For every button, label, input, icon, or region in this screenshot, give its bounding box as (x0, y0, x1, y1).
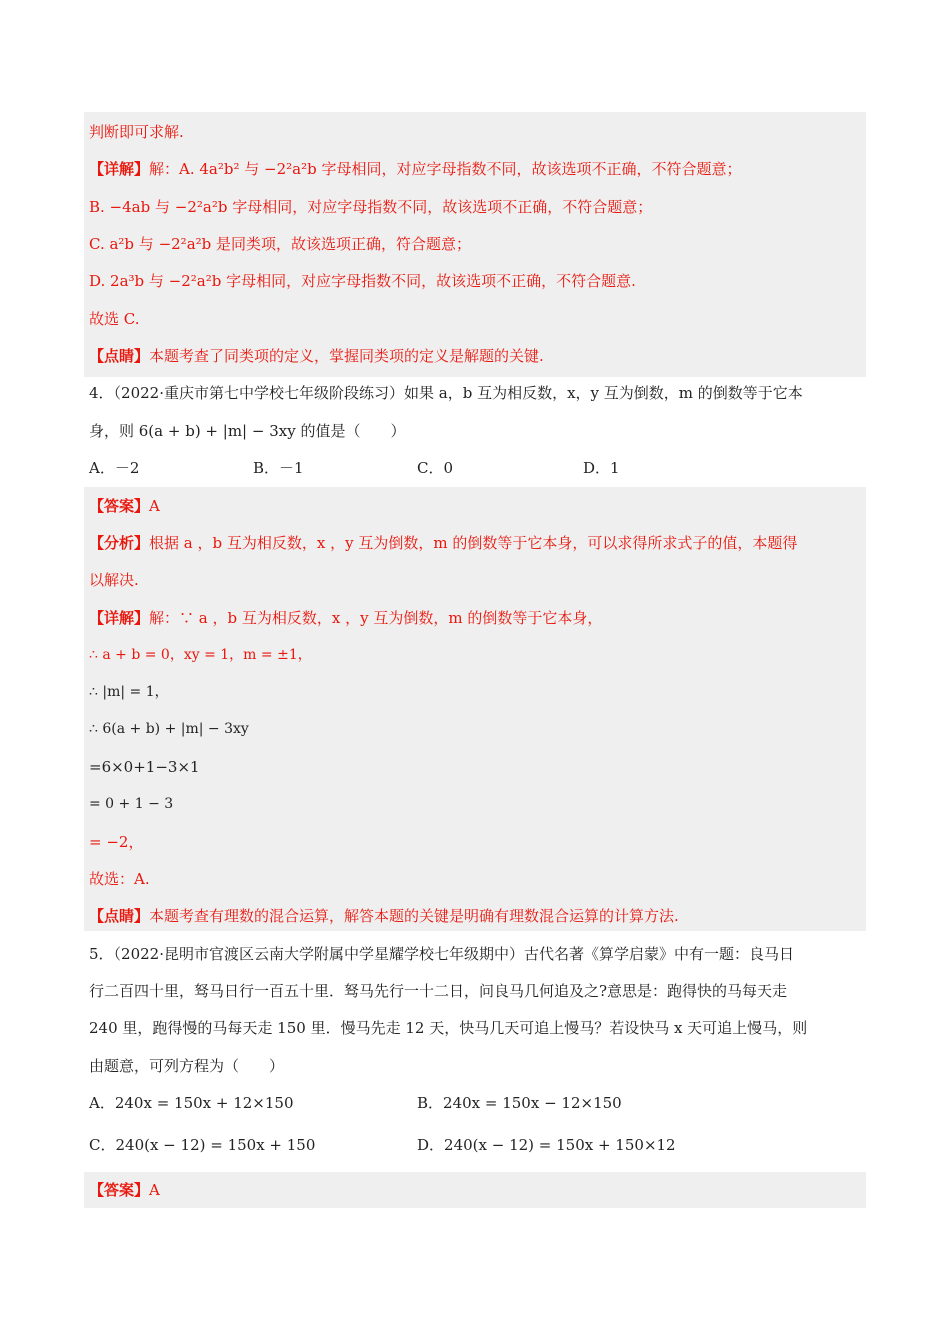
q5-answer: 【答案】A (89, 1181, 160, 1199)
q5-stem-line3: 240 里，跑得慢的马每天走 150 里．慢马先走 12 天，快马几天可追上慢马？若设快马 x 天可追上慢马，则 (89, 1019, 808, 1037)
q5-stem-line2: 行二百四十里，驽马日行一百五十里．驽马先行一十二日，问良马几何追及之?意思是：跑得快的马每天走 (89, 982, 788, 1000)
q4-step2: ∴ |m| = 1， (89, 684, 169, 700)
q5-option-c: C．240(x − 12) = 150x + 150 (89, 1136, 316, 1154)
q5-option-d: D．240(x − 12) = 150x + 150×12 (417, 1136, 676, 1154)
q3-detail-line3: C. a²b 与 −2²a²b 是同类项，故该选项正确，符合题意； (89, 235, 472, 253)
q4-detail-line1: 【详解】解：∵ a ，b 互为相反数，x ，y 互为倒数，m 的倒数等于它本身， (89, 609, 603, 627)
q3-detail-line2: B. −4ab 与 −2²a²b 字母相同，对应字母指数不同，故该选项不正确，不符合题意； (89, 198, 653, 216)
q5-stem-line4: 由题意，可列方程为（ ） (89, 1057, 285, 1075)
q4-comment: 【点睛】本题考查有理数的混合运算，解答本题的关键是明确有理数混合运算的计算方法. (89, 907, 679, 925)
q4-step5: = 0 + 1 − 3 (89, 796, 174, 812)
q4-step1: ∴ a + b = 0，xy = 1，m = ±1， (89, 647, 312, 663)
q4-step6: = −2， (89, 833, 144, 851)
q5-answer-tag: 【答案】 (89, 1181, 150, 1199)
q4-option-d: D．1 (583, 459, 620, 477)
q4-step4: =6×0+1−3×1 (89, 758, 200, 776)
q3-detail-line1: 【详解】解：A. 4a²b² 与 −2²a²b 字母相同，对应字母指数不同，故该选项不正确，不符合题意； (89, 160, 742, 178)
q4-detail-tag: 【详解】 (89, 609, 150, 627)
q3-analysis-tail: 判断即可求解. (89, 123, 184, 141)
q4-solution-block (84, 487, 866, 931)
q4-comment-tag: 【点睛】 (89, 907, 150, 925)
q3-choice: 故选 C. (89, 310, 140, 328)
q4-answer-tag: 【答案】 (89, 497, 150, 515)
q4-analysis-tag: 【分析】 (89, 534, 150, 552)
q4-analysis-line2: 以解决. (89, 571, 139, 589)
q4-option-c: C．0 (417, 459, 454, 477)
q4-answer: 【答案】A (89, 497, 160, 515)
q4-stem-line2: 身，则 6(a + b) + |m| − 3xy 的值是（ ） (89, 422, 406, 440)
q3-comment-tag: 【点睛】 (89, 347, 150, 365)
q4-option-b: B．－1 (253, 459, 304, 477)
q5-option-b: B．240x = 150x − 12×150 (417, 1094, 622, 1112)
q5-option-a: A．240x = 150x + 12×150 (89, 1094, 294, 1112)
q4-option-a: A．－2 (89, 459, 140, 477)
q5-answer-block (84, 1172, 866, 1208)
q4-choice: 故选：A. (89, 870, 150, 888)
q4-stem-line1: 4．（2022·重庆市第七中学校七年级阶段练习）如果 a，b 互为相反数，x，y 互为倒数，m 的倒数等于它本 (89, 384, 803, 402)
q3-comment: 【点睛】本题考查了同类项的定义，掌握同类项的定义是解题的关键. (89, 347, 544, 365)
q3-detail-line4: D. 2a³b 与 −2²a²b 字母相同，对应字母指数不同，故该选项不正确，不符合题意. (89, 272, 636, 290)
q4-analysis-line1: 【分析】根据 a ，b 互为相反数，x ，y 互为倒数，m 的倒数等于它本身，可以求得所求式子的值，本题得 (89, 534, 798, 552)
q4-step3: ∴ 6(a + b) + |m| − 3xy (89, 721, 249, 737)
q5-stem-line1: 5．（2022·昆明市官渡区云南大学附属中学星耀学校七年级期中）古代名著《算学启蒙》中有一题：良马日 (89, 945, 794, 963)
q3-detail-tag: 【详解】 (89, 160, 150, 178)
